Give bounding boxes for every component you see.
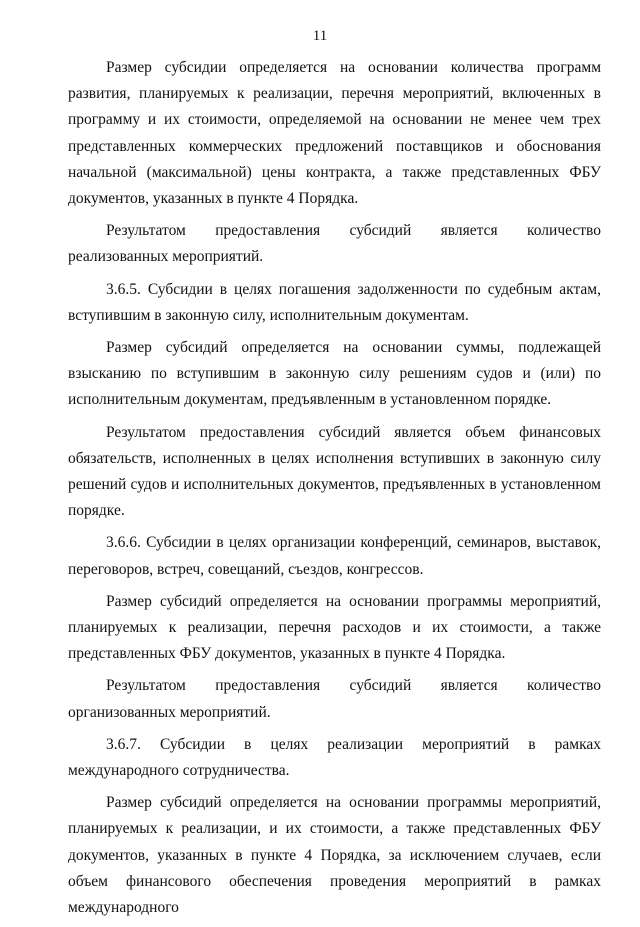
paragraph-subsidy-size-events: Размер субсидий определяется на основании программы мероприятий, планируемых к реализации, перечня расходов и их стоимости, а также представленных ФБУ документов, указанных в пункте 4 Порядка. bbox=[68, 592, 601, 663]
paragraph-result-financial-obligations: Результатом предоставления субсидий является объем финансовых обязательств, исполненных в целях исполнения вступивших в законную силу решений судов и исполнительных документов, предъявленных в установленном порядке. bbox=[68, 423, 601, 520]
document-body bbox=[68, 55, 601, 927]
clause-3-6-5-heading: 3.6.5. Субсидии в целях погашения задолженности по судебным актам, вступившим в законную силу, исполнительным документам. bbox=[68, 280, 601, 324]
paragraph-subsidy-size-court: Размер субсидий определяется на основании суммы, подлежащей взысканию по вступившим в законную силу решениям судов и (или) по исполнительным документам, предъявленным в установленном порядке. bbox=[68, 339, 601, 409]
paragraph-result-implemented-measures: Результатом предоставления субсидий является количество реализованных мероприятий. bbox=[68, 222, 601, 266]
paragraph-subsidy-size-international: Размер субсидий определяется на основании программы мероприятий, планируемых к реализации, и их стоимости, а также представленных ФБУ документов, указанных в пункте 4 Порядка, за исключением случаев, если объем финансового обеспечения проведения мероприятий в рамках международного bbox=[68, 794, 601, 917]
paragraph-result-organized-events: Результатом предоставления субсидий является количество организованных мероприятий. bbox=[68, 677, 601, 721]
clause-3-6-7-heading: 3.6.7. Субсидии в целях реализации мероприятий в рамках международного сотрудничества. bbox=[68, 735, 601, 780]
paragraph-subsidy-size-development: Размер субсидии определяется на основании количества программ развития, планируемых к реализации, перечня мероприятий, включенных в программу и их стоимости, определяемой на основании не менее чем трех представленных коммерческих предложений поставщиков и обоснования начальной (максимальной) цены контракта, а также представленных ФБУ документов, указанных в пункте 4 Порядка. bbox=[68, 59, 601, 208]
page-number: 11 bbox=[312, 28, 328, 44]
clause-3-6-6-heading: 3.6.6. Субсидии в целях организации конференций, семинаров, выставок, переговоров, встреч, совещаний, съездов, конгрессов. bbox=[68, 534, 601, 578]
